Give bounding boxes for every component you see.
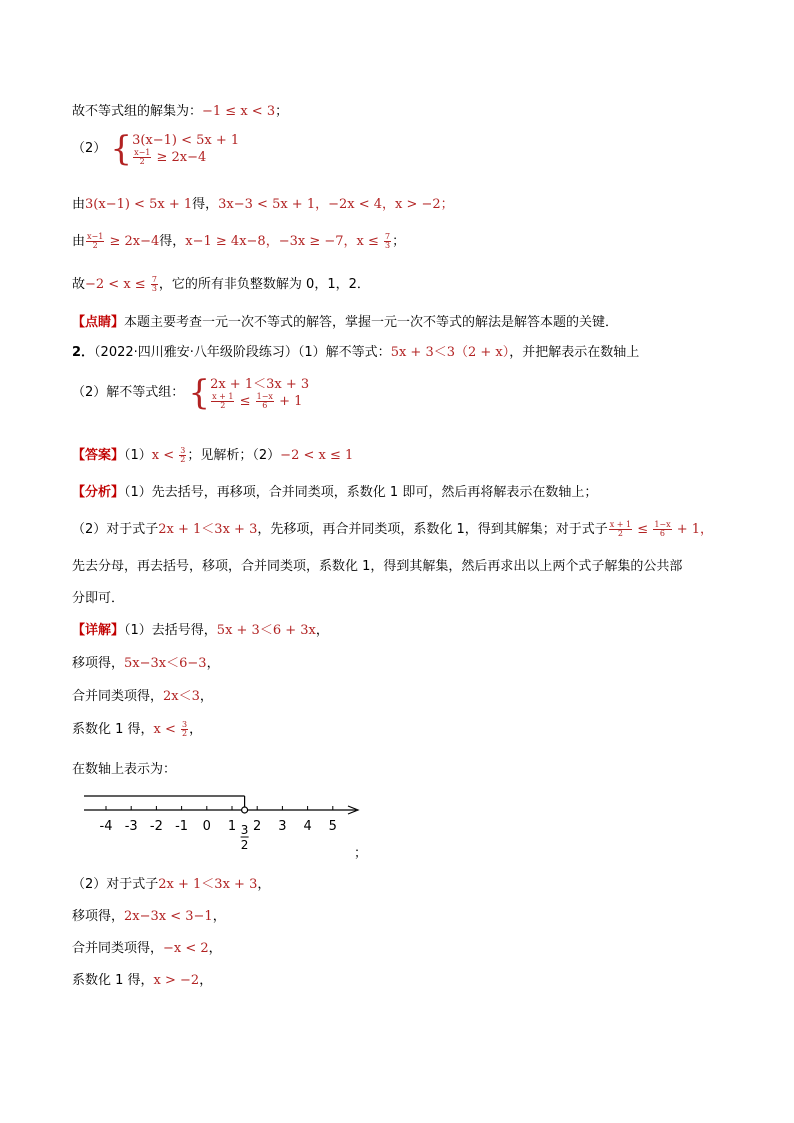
tick-label: 3 [278, 819, 287, 834]
detail-math-7: 2x−3x < 3−1 [124, 909, 213, 924]
detail-text-8: 合并同类项得， [72, 941, 164, 956]
detail-line-8 [72, 939, 222, 959]
detail-line-3 [72, 687, 213, 707]
detail-end-9: ， [199, 973, 213, 988]
frac-den: 2 [220, 401, 226, 410]
row2-end: + 1 [274, 394, 303, 409]
problem2-line [72, 343, 639, 363]
detail-line-1 [72, 621, 329, 641]
tick-label: -2 [149, 819, 163, 834]
analysis-line-3 [72, 557, 682, 577]
detail-math-6: 2x + 1＜3x + 3 [158, 877, 258, 892]
frac-num: x + 1 [212, 392, 234, 401]
brace-icon: { [110, 129, 133, 169]
step2-line [72, 232, 405, 252]
step1-mid: 得， [192, 197, 219, 212]
conclusion-prefix: 故不等式组的解集为： [72, 104, 203, 119]
open-point [242, 807, 248, 813]
solution-conclusion-line [72, 102, 288, 122]
inequality-system [188, 373, 310, 413]
step2-mid: 得， [159, 234, 186, 249]
analysis-line-1 [72, 483, 597, 503]
detail-end-3: ， [199, 689, 213, 704]
detail-math-8: −x < 2 [163, 941, 209, 956]
problem-inequality: 5x + 3＜3（2 + x） [390, 345, 510, 360]
detail-math-1: 5x + 3＜6 + 3x [216, 623, 316, 638]
analysis-text-3: 先去分母，再去括号，移项，合并同类项，系数化 1，得到其解集，然后再求出以上两个式子解集的公共部 [72, 559, 683, 574]
answer-p1-end: ；见解析；（2） [187, 448, 281, 463]
detail-line-5 [72, 760, 176, 780]
system-row-2 [132, 149, 239, 166]
conclusion-end: ； [275, 104, 289, 119]
analysis-line-2 [72, 520, 713, 540]
detail-math-4: x < [153, 722, 181, 737]
problem-part2-label: （2）解不等式组： [72, 385, 185, 400]
frac-den: 3 [385, 241, 391, 250]
analysis-line-4 [72, 589, 124, 609]
tick-label: -4 [99, 819, 113, 834]
analysis-le: ≤ [633, 522, 653, 537]
tick-label: 4 [303, 819, 312, 834]
step1-prefix: 由 [72, 197, 86, 212]
tick-label: 0 [202, 819, 211, 834]
row2-rest: ≥ 2x−4 [152, 150, 207, 165]
analysis-text-2b: ，先移项，再合并同类项，系数化 1，得到其解集；对于式子 [257, 522, 608, 537]
frac-den: 2 [182, 729, 188, 738]
problem-part1: （1）解不等式： [297, 345, 391, 360]
answer-p1-math: x < [151, 448, 179, 463]
dianjing-tag: 【点睛】 [72, 315, 125, 330]
analysis-text-1: （1）先去括号，再移项，合并同类项，系数化 1 即可，然后再将解表示在数轴上； [124, 485, 598, 500]
part2-label: （2） [72, 141, 107, 156]
detail-line-4 [72, 720, 202, 740]
frac-den: 2 [92, 241, 98, 250]
analysis-text-4: 分即可． [72, 591, 125, 606]
frac-den: 3 [151, 284, 157, 293]
detail-line-7 [72, 907, 226, 927]
detail-text-1: （1）去括号得， [124, 623, 217, 638]
frac-num: 7 [151, 275, 157, 284]
tick-label: 1 [227, 819, 237, 834]
frac-den: 6 [262, 401, 268, 410]
detail-math-3: 2x＜3 [163, 689, 200, 704]
tick-label: -3 [124, 819, 138, 834]
frac-den: 6 [659, 529, 666, 538]
frac-num: x + 1 [609, 520, 632, 529]
frac-num: x−1 [134, 148, 151, 157]
brace-icon: { [188, 373, 211, 413]
tick-label: -1 [175, 819, 189, 834]
detail-text-9: 系数化 1 得， [72, 973, 154, 988]
detail-end-2: ， [206, 656, 220, 671]
problem-part1-end: ，并把解表示在数轴上 [509, 345, 640, 360]
result-prefix: 故 [72, 277, 86, 292]
point-label-num: 3 [240, 823, 249, 837]
frac-num: 1−x [654, 520, 671, 529]
tick-label: 5 [328, 819, 337, 834]
detail-text-7: 移项得， [72, 909, 125, 924]
frac-num: 3 [182, 720, 188, 729]
analysis-tag: 【分析】 [72, 485, 125, 500]
frac-num: 1−x [256, 392, 273, 401]
analysis-plus: + 1， [672, 522, 714, 537]
detail-text-4: 系数化 1 得， [72, 722, 154, 737]
system-row-1: 2x + 1＜3x + 3 [210, 377, 310, 392]
analysis-math-1: 2x + 1＜3x + 3 [158, 522, 258, 537]
detail-text-2: 移项得， [72, 656, 125, 671]
dianjing-text: 本题主要考查一元一次不等式的解答，掌握一元一次不等式的解法是解答本题的关键． [124, 315, 619, 330]
after-axis-semicolon: ； [354, 846, 368, 861]
problem2-system-line [72, 373, 310, 413]
detail-line-2 [72, 654, 220, 674]
detail-text-3: 合并同类项得， [72, 689, 164, 704]
detail-end-6: ， [257, 877, 271, 892]
row2-mid: ≤ [235, 394, 255, 409]
step2-math: ≥ 2x−4 [105, 234, 160, 249]
detail-math-9: x > −2 [153, 973, 200, 988]
dianjing-line [72, 313, 618, 333]
frac-den: 2 [617, 529, 623, 538]
system-row-1: 3(x−1) < 5x + 1 [132, 133, 240, 148]
frac-num: x−1 [87, 232, 104, 241]
detail-line-6 [72, 875, 270, 895]
point-label-den: 2 [240, 838, 249, 852]
step1-steps: 3x−3 < 5x + 1，−2x < 4，x > −2； [218, 197, 454, 212]
detail-end-4: ， [189, 722, 203, 737]
detail-text-6: （2）对于式子 [72, 877, 159, 892]
detail-math-2: 5x−3x＜6−3 [124, 656, 207, 671]
step2-steps: x−1 ≥ 4x−8，−3x ≥ −7，x ≤ [185, 234, 384, 249]
analysis-text-2a: （2）对于式子 [72, 522, 159, 537]
inequality-system [110, 129, 240, 169]
detail-end-8: ， [208, 941, 222, 956]
frac-den: 2 [139, 157, 145, 166]
answer-line [72, 446, 353, 466]
detail-tag: 【详解】 [72, 623, 125, 638]
detail-text-5: 在数轴上表示为： [72, 762, 177, 777]
result-line [72, 275, 370, 295]
answer-p2-math: −2 < x ≤ 1 [280, 448, 354, 463]
detail-line-9 [72, 971, 212, 991]
result-math: −2 < x ≤ [85, 277, 150, 292]
problem-source: （2022·四川雅安·八年级阶段练习） [94, 345, 298, 360]
detail-end-7: ， [212, 909, 226, 924]
step1-math: 3(x−1) < 5x + 1 [85, 197, 193, 212]
result-text: ，它的所有非负整数解为 0，1，2． [158, 277, 370, 292]
conclusion-math: −1 ≤ x < 3 [202, 104, 276, 119]
number-line [74, 790, 374, 854]
step1-line [72, 195, 454, 215]
part2-system [72, 129, 240, 169]
frac-num: 3 [180, 446, 186, 455]
detail-end-1: ， [315, 623, 329, 638]
frac-den: 2 [180, 455, 186, 464]
frac-num: 7 [385, 232, 391, 241]
answer-tag: 【答案】 [72, 448, 125, 463]
answer-p1: （1） [124, 448, 152, 463]
step2-prefix: 由 [72, 234, 86, 249]
system-row-2 [210, 393, 309, 410]
step2-end: ； [392, 234, 406, 249]
problem-number: 2． [72, 345, 95, 360]
tick-label: 2 [253, 819, 262, 834]
